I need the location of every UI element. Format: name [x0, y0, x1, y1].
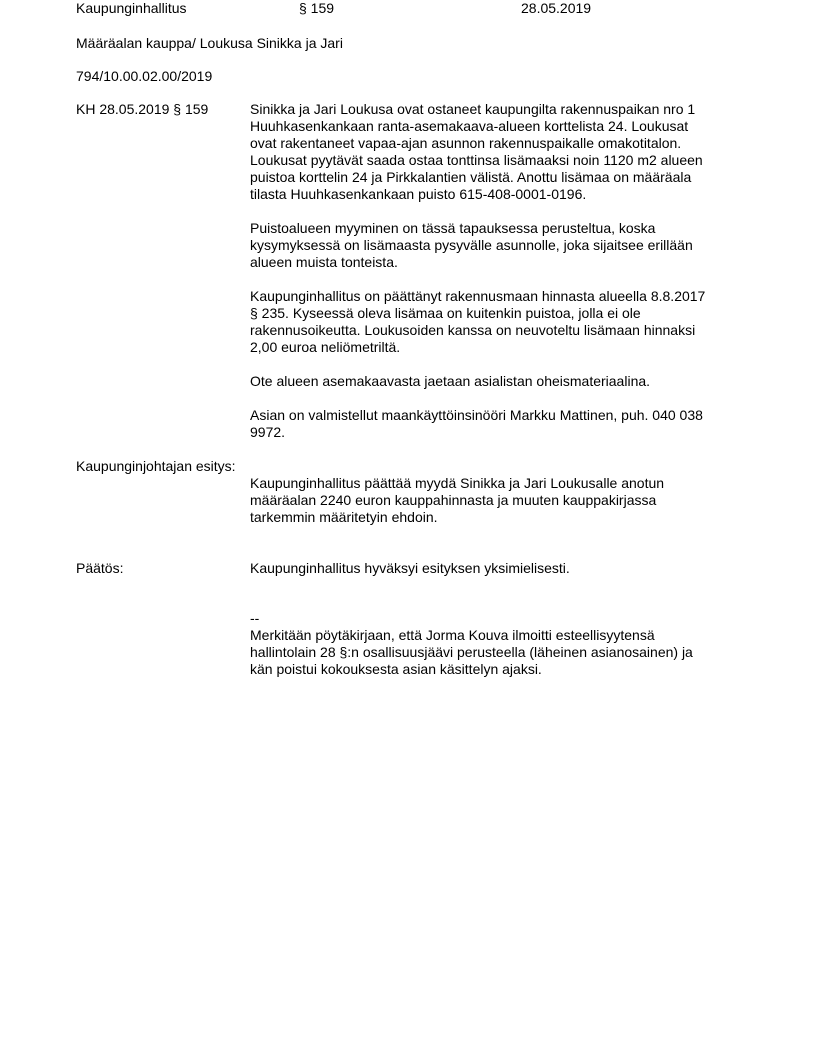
proposal-label: Kaupunginjohtajan esitys:: [76, 458, 236, 474]
preparation-paragraph-2: [250, 220, 750, 271]
text-line: puistoa korttelin 24 ja Pirkkalantien välistä. Anottu lisämaa on määräala: [250, 169, 692, 185]
text-line: Ote alueen asemakaavasta jaetaan asialistan oheismateriaalina.: [250, 373, 651, 389]
decision-label: Päätös:: [76, 560, 124, 576]
text-line: tilasta Huuhkasenkankaan puisto 615-408-0001-0196.: [250, 186, 587, 202]
text-line: kän poistui kokouksesta asian käsittelyn ajaksi.: [250, 661, 542, 677]
text-line: Loukusat pyytävät saada ostaa tonttinsa lisämaaksi noin 1120 m2 alueen: [250, 152, 703, 168]
text-line: 2,00 euroa neliömetriltä.: [250, 339, 401, 355]
preparation-paragraph-4: [250, 373, 750, 390]
text-line: Puistoalueen myyminen on tässä tapauksessa perusteltua, koska: [250, 220, 656, 236]
record-number: 794/10.00.02.00/2019: [76, 68, 213, 84]
preparation-paragraph-5: [250, 407, 750, 441]
text-line: tarkemmin määritetyin ehdoin.: [250, 509, 438, 525]
subject-title: Määräalan kauppa/ Loukusa Sinikka ja Jari: [76, 35, 343, 51]
text-line: Huuhkasenkankaan ranta-asemakaava-alueen korttelista 24. Loukusat: [250, 118, 689, 134]
decision-note: [250, 627, 750, 678]
text-line: rakennusoikeutta. Loukusoiden kanssa on neuvoteltu lisämaan hinnaksi: [250, 322, 696, 338]
text-line: Kaupunginhallitus päättää myydä Sinikka ja Jari Loukusalle anotun: [250, 475, 665, 491]
text-line: alueen muista tonteista.: [250, 254, 398, 270]
preparation-label: KH 28.05.2019 § 159: [76, 101, 209, 117]
text-line: 9972.: [250, 424, 286, 440]
text-line: Merkitään pöytäkirjaan, että Jorma Kouva ilmoitti esteellisyytensä: [250, 627, 655, 643]
preparation-paragraph-1: [250, 101, 750, 203]
decision-text: Kaupunginhallitus hyväksyi esityksen yksimielisesti.: [250, 560, 570, 576]
decision-separator: --: [250, 610, 260, 626]
preparation-paragraph-3: [250, 288, 750, 356]
proposal-text: [250, 475, 750, 526]
text-line: ovat rakentaneet vapaa-ajan asunnon rakennuspaikalle omakotitalon.: [250, 135, 682, 151]
text-line: § 235. Kyseessä oleva lisämaa on kuitenkin puistoa, jolla ei ole: [250, 305, 641, 321]
header-date: 28.05.2019: [521, 0, 592, 16]
text-line: Sinikka ja Jari Loukusa ovat ostaneet kaupungilta rakennuspaikan nro 1: [250, 101, 696, 117]
text-line: Asian on valmistellut maankäyttöinsinööri Markku Mattinen, puh. 040 038: [250, 407, 703, 423]
text-line: hallintolain 28 §:n osallisuusjäävi perusteella (läheinen asianosainen) ja: [250, 644, 693, 660]
text-line: kysymyksessä on lisämaasta pysyvälle asunnolle, joka sijaitsee erillään: [250, 237, 693, 253]
text-line: Kaupunginhallitus on päättänyt rakennusmaan hinnasta alueella 8.8.2017: [250, 288, 706, 304]
header-organ: Kaupunginhallitus: [76, 0, 187, 16]
header-section: § 159: [299, 0, 335, 16]
text-line: määräalan 2240 euron kauppahinnasta ja muuten kauppakirjassa: [250, 492, 657, 508]
